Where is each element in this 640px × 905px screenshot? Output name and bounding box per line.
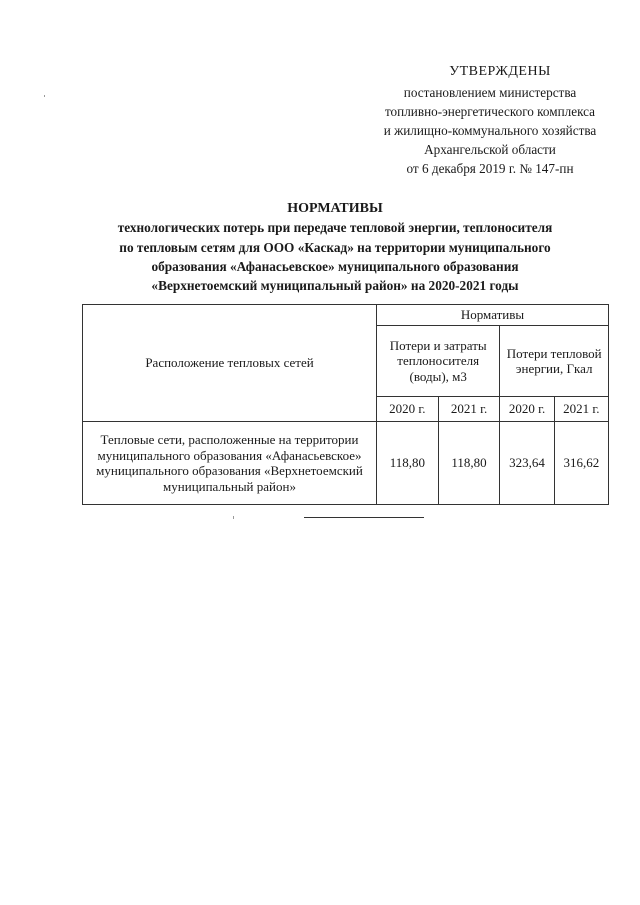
year-header: 2021 г. <box>438 397 500 422</box>
year-header: 2021 г. <box>554 397 608 422</box>
norms-group-header: Нормативы <box>377 305 609 326</box>
subtitle-line: «Верхнетоемский муниципальный район» на 2020-2021 годы <box>151 278 519 294</box>
subtitle-line: образования «Афанасьевское» муниципального образования <box>151 258 519 274</box>
subtitle-line: технологических потерь при передаче тепловой энергии, теплоносителя <box>117 220 553 236</box>
value-cell: 118,80 <box>377 422 439 505</box>
approval-block <box>360 62 620 178</box>
year-header: 2020 г. <box>377 397 439 422</box>
location-cell: Тепловые сети, расположенные на территории муниципального образования «Афанасьевское» муниципального образования «Верхнетоемский муниципальный район» <box>83 422 377 505</box>
approval-heading: УТВЕРЖДЕНЫ <box>449 64 551 79</box>
end-divider <box>304 517 424 518</box>
document-heading <box>60 199 610 295</box>
water-loss-header: Потери и затраты теплоносителя (воды), м3 <box>377 326 500 397</box>
table-row <box>83 422 609 505</box>
value-cell: 118,80 <box>438 422 500 505</box>
document-title: НОРМАТИВЫ <box>287 201 383 216</box>
location-column-header: Расположение тепловых сетей <box>83 305 377 422</box>
approval-line: и жилищно-коммунального хозяйства <box>383 123 597 138</box>
value-cell: 316,62 <box>554 422 608 505</box>
value-cell: 323,64 <box>500 422 554 505</box>
table-header-row <box>83 305 609 326</box>
approval-line: Архангельской области <box>424 142 556 157</box>
scan-speck <box>44 95 45 97</box>
approval-line: топливно-энергетического комплекса <box>384 104 596 119</box>
norms-table <box>82 304 609 505</box>
year-header: 2020 г. <box>500 397 554 422</box>
subtitle-line: по тепловым сетям для ООО «Каскад» на территории муниципального <box>119 239 551 255</box>
approval-line: от 6 декабря 2019 г. № 147-пн <box>406 161 574 176</box>
approval-line: постановлением министерства <box>403 85 577 100</box>
scan-speck <box>233 516 234 519</box>
heat-loss-header: Потери тепловой энергии, Гкал <box>500 326 609 397</box>
